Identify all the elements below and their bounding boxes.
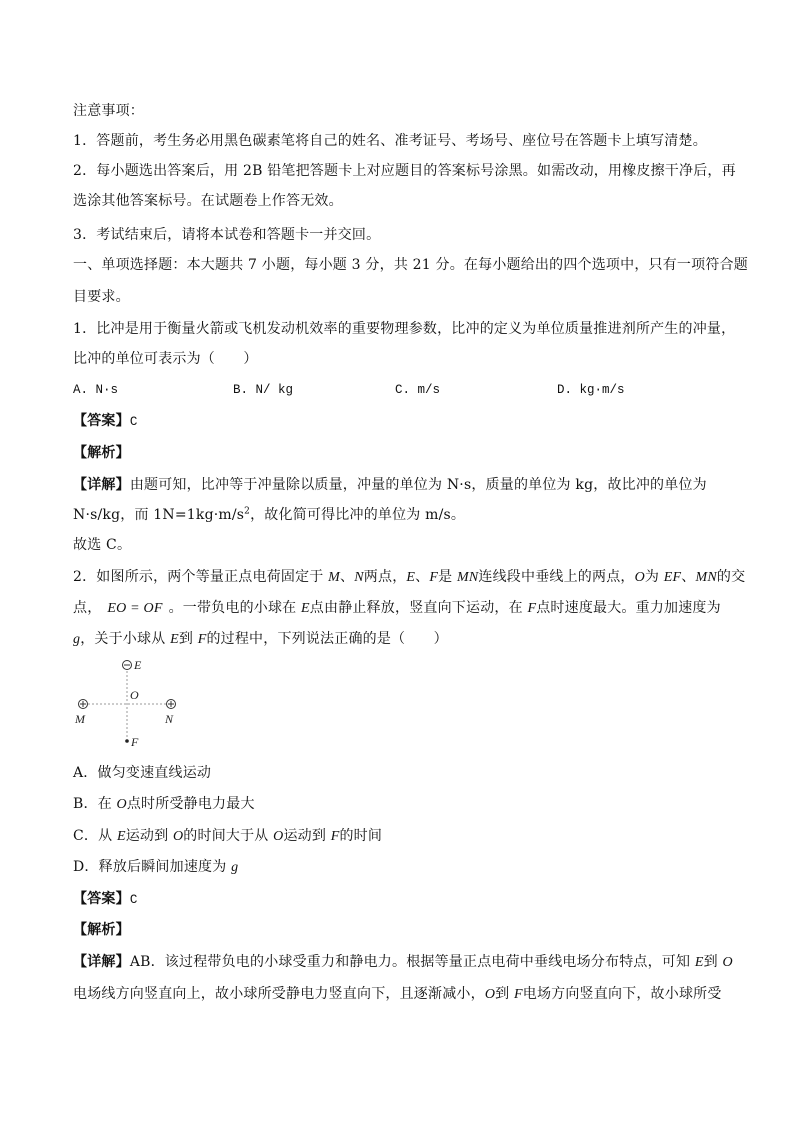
- q2-text: ，关于小球从: [80, 631, 171, 647]
- q2-text: 的交: [716, 569, 746, 585]
- q2-var: g: [231, 860, 239, 875]
- q2-var: F: [197, 632, 207, 647]
- notice-item-1: 1．答题前，考生务必用黑色碳素笔将自己的姓名、准考证号、考场号、座位号在答题卡上填写清楚。: [73, 133, 707, 149]
- q2-text: 电场线方向竖直向上，故小球所受静电力竖直向下，且逐渐减小，: [73, 986, 485, 1002]
- q2-text: AB．该过程带负电的小球受重力和静电力。根据等量正点电荷中垂线电场分布特点，可知: [129, 954, 695, 970]
- q2-var: F: [513, 987, 523, 1002]
- q2-option-d: [73, 858, 733, 877]
- q2-text: 的时间大于从: [183, 828, 274, 844]
- q2-detail-label: 【详解】: [73, 954, 130, 970]
- q2-text: 到: [703, 954, 723, 970]
- q2-text: 运动到: [283, 828, 331, 844]
- q2-var: O: [172, 829, 184, 844]
- q2-option-c: [73, 827, 733, 846]
- q2-analysis-label: 【解析】: [73, 922, 130, 938]
- q2-text: 的时间: [339, 828, 383, 844]
- q2-answer-label: 【答案】: [73, 891, 130, 907]
- q2-answer-value: C: [129, 893, 138, 907]
- q2-var: E: [301, 601, 310, 616]
- label-o: O: [130, 688, 139, 702]
- q1-option-a: A. N·s: [73, 383, 119, 397]
- q2-var: O: [116, 797, 127, 812]
- label-n: N: [165, 712, 174, 726]
- q1-answer: [73, 412, 733, 431]
- q2-stem-line-2: [73, 599, 733, 618]
- negative-charge-icon: [123, 661, 132, 670]
- q2-text: B．在: [73, 796, 117, 812]
- q1-detail-label: 【详解】: [73, 477, 130, 493]
- q2-text: 到: [178, 631, 198, 647]
- label-m: M: [75, 712, 85, 726]
- q2-var: N: [354, 570, 364, 585]
- q2-detail-line-1: [73, 953, 733, 972]
- q2-var: MN: [695, 570, 717, 585]
- q2-var: O: [484, 987, 496, 1002]
- q1-answer-label: 【答案】: [73, 413, 130, 429]
- positive-charge-n-icon: [167, 700, 176, 709]
- q2-option-b: [73, 795, 733, 814]
- q2-var: E: [694, 955, 704, 970]
- q2-text: 点时速度最大。重力加速度为: [536, 600, 721, 616]
- q1-analysis-label: 【解析】: [73, 445, 130, 461]
- q1-detail-line-2: [73, 506, 733, 524]
- label-f: F: [131, 735, 139, 749]
- q1-detail-sup: 2: [244, 506, 251, 517]
- q2-charge-figure: [72, 654, 184, 750]
- q2-text: 到: [495, 986, 514, 1002]
- q2-answer: [73, 890, 733, 909]
- notice-item-3: 3．考试结束后，请将本试卷和答题卡一并交回。: [73, 227, 381, 243]
- q2-var: E: [406, 570, 416, 585]
- q2-detail-line-2: [73, 985, 733, 1004]
- notice-item-2-line-2: 选涂其他答案标号。在试题卷上作答无效。: [73, 193, 343, 209]
- q2-text: 点，: [73, 600, 102, 616]
- positive-charge-m-icon: [79, 700, 88, 709]
- q2-var: E: [170, 632, 179, 647]
- label-e: E: [134, 658, 142, 672]
- q2-text: 电场方向竖直向下，故小球所受: [522, 986, 722, 1002]
- q2-text: 是: [438, 569, 457, 585]
- q2-var: O: [634, 570, 645, 585]
- q2-text: 、: [340, 569, 355, 585]
- q1-detail-text-1: 由题可知，比冲等于冲量除以质量，冲量的单位为 N·s，质量的单位为 kg，故比冲的单位为: [129, 477, 707, 493]
- q2-var: MN: [457, 570, 479, 585]
- q2-equation: EO = OF: [107, 601, 163, 616]
- q2-var: O: [273, 829, 284, 844]
- notice-title: 注意事项：: [73, 103, 144, 119]
- q2-text: 、: [415, 569, 430, 585]
- q2-var: F: [330, 829, 340, 844]
- q1-option-d: D. kg·m/s: [557, 383, 625, 397]
- q1-stem-line-2: 比冲的单位可表示为（ ）: [73, 351, 258, 367]
- q2-text: 、: [681, 569, 696, 585]
- section-heading-line-2: 目要求。: [73, 289, 130, 305]
- q2-var: E: [116, 829, 126, 844]
- q1-detail-text-2a: N·s/kg，而 1N=1kg·m/s: [73, 507, 245, 523]
- q1-detail-text-2b: ，故化简可得比冲的单位为 m/s。: [250, 507, 466, 523]
- q2-option-a: A．做匀变速直线运动: [73, 765, 212, 781]
- q2-text: 连线段中垂线上的两点，: [478, 569, 635, 585]
- q2-text: 两点，: [363, 569, 407, 585]
- q2-var: F: [429, 570, 439, 585]
- q2-text: 点由静止释放，竖直向下运动，在: [309, 600, 528, 616]
- q2-var: EF: [663, 570, 682, 585]
- q1-conclusion: 故选 C。: [73, 537, 132, 553]
- q1-detail-line-1: [73, 476, 733, 494]
- q1-stem-line-1: 1．比冲是用于衡量火箭或飞机发动机效率的重要物理参数，比冲的定义为单位质量推进剂所产生的冲量，: [73, 321, 736, 337]
- q2-text: 运动到: [125, 828, 173, 844]
- q2-text: 。一带负电的小球在: [168, 600, 302, 616]
- q2-stem-line-1: [73, 568, 746, 587]
- section-heading-line-1: 一、单项选择题：本大题共 7 小题，每小题 3 分，共 21 分。在每小题给出的四个选项中，只有一项符合题: [73, 257, 748, 273]
- point-f-dot: [125, 739, 129, 743]
- q2-text: D．释放后瞬间加速度为: [73, 859, 232, 875]
- notice-item-2-line-1: 2．每小题选出答案后，用 2B 铅笔把答题卡上对应题目的答案标号涂黑。如需改动，用橡皮擦干净后，再: [73, 163, 736, 179]
- q2-text: 点时所受静电力最大: [126, 796, 255, 812]
- q2-var: O: [722, 955, 733, 970]
- q1-answer-value: C: [129, 415, 138, 429]
- q2-text: 为: [644, 569, 664, 585]
- q1-option-b: B. N/ kg: [233, 383, 294, 397]
- q2-var: F: [527, 601, 537, 616]
- q2-text: 2．如图所示，两个等量正点电荷固定于: [73, 569, 329, 585]
- q2-text: C．从: [73, 828, 117, 844]
- q2-text: 的过程中，下列说法正确的是（ ）: [206, 631, 448, 647]
- q1-option-c: C. m/s: [395, 383, 441, 397]
- q2-var: g: [73, 632, 81, 647]
- q2-var: M: [328, 570, 341, 585]
- q2-stem-line-3: [73, 630, 733, 649]
